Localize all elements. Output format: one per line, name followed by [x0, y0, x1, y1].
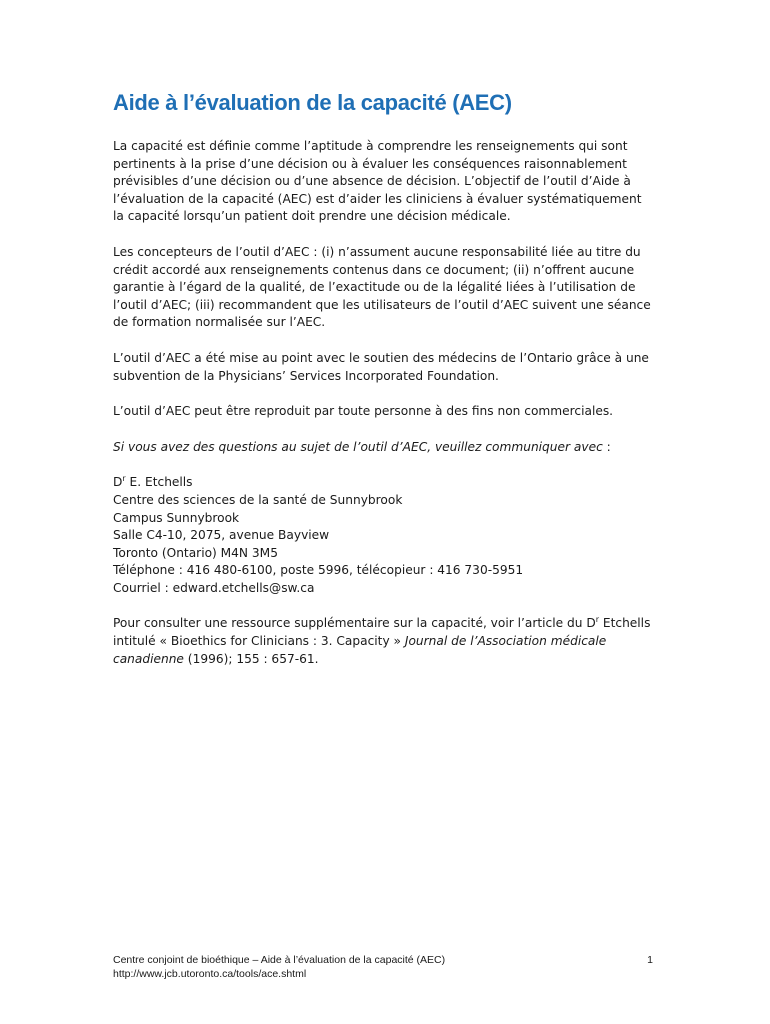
contact-institution: Centre des sciences de la santé de Sunnybrook [113, 492, 403, 507]
contact-phone: Téléphone : 416 480-6100, poste 5996, télécopieur : 416 730-5951 [113, 563, 524, 578]
contact-email[interactable]: Courriel : edward.etchells@sw.ca [113, 580, 315, 595]
page-number: 1 [647, 954, 653, 966]
contact-campus: Campus Sunnybrook [113, 510, 240, 525]
document-body [113, 90, 653, 686]
page-footer [113, 953, 653, 981]
footer-url[interactable]: http://www.jcb.utoronto.ca/tools/ace.shtml [113, 968, 307, 980]
contact-city: Toronto (Ontario) M4N 3M5 [113, 545, 278, 560]
paragraph-reference [113, 615, 653, 668]
contact-intro-tail: : [602, 439, 611, 454]
contact-name-rest: E. Etchells [125, 475, 193, 490]
paragraph-definition: La capacité est définie comme l’aptitude à comprendre les renseignements qui sont pertinents à la prise d’une décision ou à évaluer les conséquences raisonnablement prévisibles d’une décision ou d’une absence de décision. L’objectif de l’outil d’Aide à l’évaluation de la capacité (AEC) est d’aider les cliniciens à évaluer systématiquement la capacité lorsqu’un patient doit prendre une décision médicale. [113, 139, 642, 224]
footer-title: Centre conjoint de bioéthique – Aide à l’évaluation de la capacité (AEC) [113, 954, 446, 966]
paragraph-reproduction: L’outil d’AEC peut être reproduit par toute personne à des fins non commerciales. [113, 404, 614, 419]
contact-address [113, 474, 653, 597]
reference-journal: Journal de l’Association médicale canadienne [113, 634, 607, 666]
contact-name-sup: r [122, 474, 126, 484]
contact-name [113, 474, 653, 492]
contact-room: Salle C4-10, 2075, avenue Bayview [113, 528, 330, 543]
reference-part3: (1996); 155 : 657-61. [183, 651, 319, 666]
page-title: Aide à l’évaluation de la capacité (AEC) [113, 90, 512, 115]
reference-part1: Pour consulter une ressource supplémentaire sur la capacité, voir l’article du D [113, 616, 596, 631]
contact-name-prefix: D [113, 475, 123, 490]
contact-intro-italic: Si vous avez des questions au sujet de l’outil d’AEC, veuillez communiquer avec [113, 439, 603, 454]
paragraph-contact-intro [113, 439, 653, 457]
paragraph-disclaimer: Les concepteurs de l’outil d’AEC : (i) n’assument aucune responsabilité liée au titre du crédit accordé aux renseignements contenus dans ce document; (ii) n’offrent aucune garantie à l’égard de la qualité, de l’exactitude ou de la légalité liées à l’utilisation de l’outil d’AEC; (iii) recommandent que les utilisateurs de l’outil d’AEC suivent une séance de formation normalisée sur l’AEC. [113, 244, 651, 330]
reference-part2: Etchells intitulé « Bioethics for Clinicians : 3. Capacity » [113, 616, 651, 649]
reference-sup: r [595, 615, 600, 625]
paragraph-support: L’outil d’AEC a été mise au point avec le soutien des médecins de l’Ontario grâce à une subvention de la Physicians’ Services Incorporated Foundation. [113, 350, 649, 383]
